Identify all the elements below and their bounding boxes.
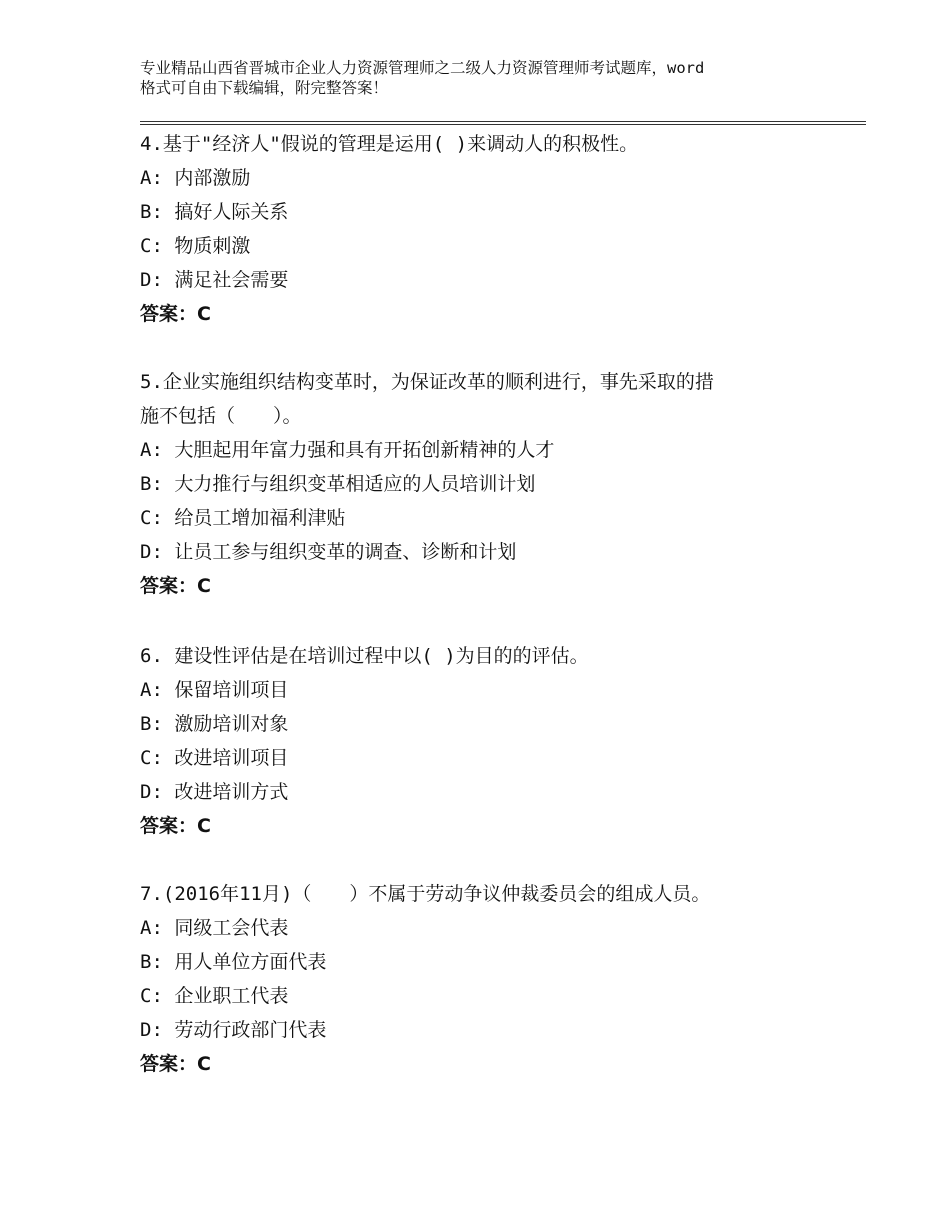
option-a: A: 保留培训项目 <box>140 679 289 701</box>
answer: 答案：C <box>140 303 211 325</box>
header-line-2: 格式可自由下载编辑，附完整答案！ <box>140 79 389 97</box>
question-stem: 6. 建设性评估是在培训过程中以( )为目的的评估。 <box>140 645 589 667</box>
answer: 答案：C <box>140 575 211 597</box>
option-d: D: 改进培训方式 <box>140 781 289 803</box>
option-c: C: 物质刺激 <box>140 235 251 257</box>
option-b: B: 大力推行与组织变革相适应的人员培训计划 <box>140 473 536 495</box>
option-b: B: 用人单位方面代表 <box>140 951 327 973</box>
option-a: A: 同级工会代表 <box>140 917 289 939</box>
question-4 <box>140 127 840 331</box>
header-line-1: 专业精品山西省晋城市企业人力资源管理师之二级人力资源管理师考试题库，word <box>140 59 705 77</box>
question-6 <box>140 639 840 843</box>
question-stem: 5.企业实施组织结构变革时，为保证改革的顺利进行，事先采取的措 <box>140 371 714 393</box>
option-c: C: 企业职工代表 <box>140 985 289 1007</box>
option-c: C: 给员工增加福利津贴 <box>140 507 346 529</box>
answer: 答案：C <box>140 1053 211 1075</box>
option-d: D: 满足社会需要 <box>140 269 289 291</box>
question-5 <box>140 365 840 603</box>
option-b: B: 搞好人际关系 <box>140 201 289 223</box>
question-stem: 4.基于"经济人"假说的管理是运用( )来调动人的积极性。 <box>140 133 639 155</box>
option-a: A: 大胆起用年富力强和具有开拓创新精神的人才 <box>140 439 555 461</box>
header-divider-top <box>140 121 866 122</box>
document-header <box>140 58 830 98</box>
answer: 答案：C <box>140 815 211 837</box>
option-d: D: 让员工参与组织变革的调查、诊断和计划 <box>140 541 517 563</box>
option-a: A: 内部激励 <box>140 167 251 189</box>
option-c: C: 改进培训项目 <box>140 747 289 769</box>
option-b: B: 激励培训对象 <box>140 713 289 735</box>
question-7 <box>140 877 840 1081</box>
question-stem-continued: 施不包括（ ）。 <box>140 405 302 427</box>
header-divider-bottom <box>140 124 866 125</box>
question-stem: 7.(2016年11月)（ ）不属于劳动争议仲裁委员会的组成人员。 <box>140 883 711 905</box>
option-d: D: 劳动行政部门代表 <box>140 1019 327 1041</box>
